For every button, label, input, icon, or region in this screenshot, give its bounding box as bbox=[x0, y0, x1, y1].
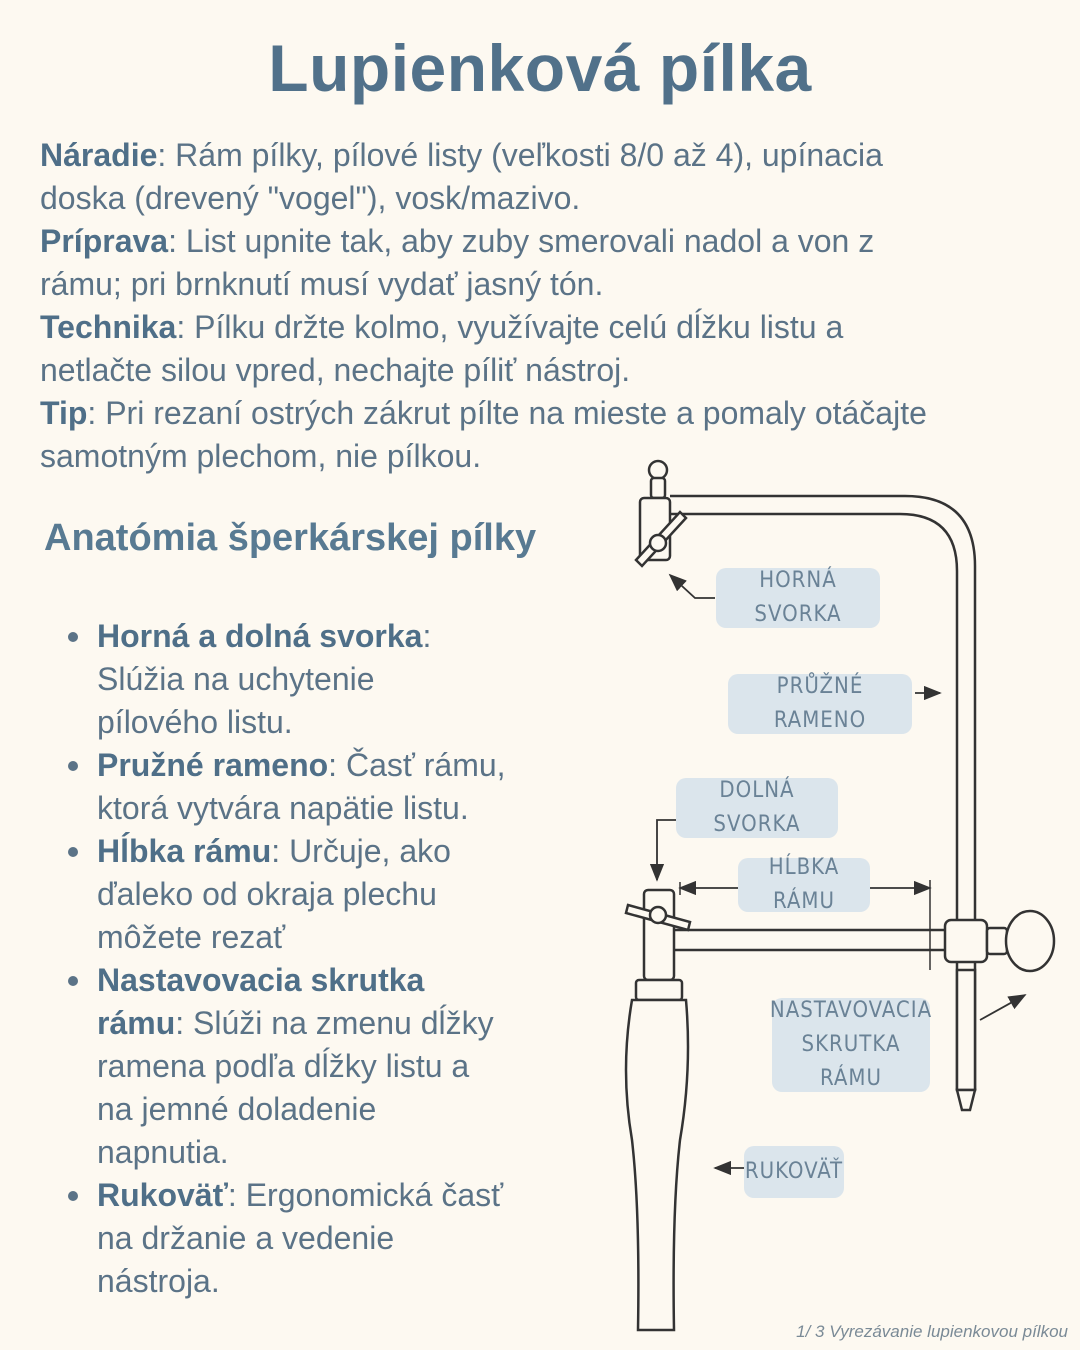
list-text: : Ergonomická časť bbox=[227, 1177, 504, 1213]
intro-line-tools-2: doska (drevený "vogel"), vosk/mazivo. bbox=[40, 180, 581, 216]
list-text: pílového listu. bbox=[97, 704, 293, 740]
list-item bbox=[97, 744, 617, 830]
intro-line-technique bbox=[40, 306, 1060, 349]
intro-line-technique-2: netlačte silou vpred, nechajte píliť nástroj. bbox=[40, 352, 631, 388]
intro-text-part: : Pílku držte kolmo, využívajte celú dĺžku listu a bbox=[176, 309, 844, 345]
list-term: rámu bbox=[97, 1005, 176, 1041]
list-text: na držanie a vedenie bbox=[97, 1220, 395, 1256]
label-handle: RUKOVÄŤ bbox=[744, 1146, 844, 1198]
list-text: môžete rezať bbox=[97, 919, 286, 955]
label-spring-arm: PRŮŽNÉ RAMENO bbox=[728, 674, 912, 734]
intro-term: Tip bbox=[40, 395, 88, 431]
list-term: Nastavovacia skrutka bbox=[97, 962, 425, 998]
label-adjust-screw-line1: NASTAVOVACIA bbox=[769, 998, 933, 1023]
handle-icon bbox=[626, 1000, 688, 1330]
page-title: Lupienková pílka bbox=[268, 31, 812, 105]
list-term: Rukoväť bbox=[97, 1177, 228, 1213]
anatomy-list bbox=[60, 615, 617, 1303]
intro-text-part: : Rám pílky, pílové listy (veľkosti 8/0 až 4), upínacia bbox=[157, 137, 883, 173]
list-text: napnutia. bbox=[97, 1134, 229, 1170]
label-adjust-screw-line2: SKRUTKA RÁMU bbox=[801, 1032, 901, 1091]
list-text: nástroja. bbox=[97, 1263, 220, 1299]
list-term: Horná a dolná svorka bbox=[97, 618, 423, 654]
list-text: ramena podľa dĺžky listu a bbox=[97, 1048, 470, 1084]
list-text: : Časť rámu, bbox=[328, 747, 506, 783]
intro-text-part: : Pri rezaní ostrých zákrut pílte na mieste a pomaly otáčajte bbox=[87, 395, 927, 431]
intro-term: Príprava bbox=[40, 223, 169, 259]
list-item bbox=[97, 1174, 617, 1303]
top-knob-icon bbox=[649, 461, 667, 479]
list-item bbox=[97, 615, 617, 744]
adjust-knob-icon bbox=[1006, 911, 1054, 971]
label-adjust-screw bbox=[769, 998, 933, 1092]
list-item bbox=[97, 830, 617, 959]
list-text: : bbox=[422, 618, 432, 654]
label-lower-clamp: DOLNÁ SVORKA bbox=[676, 778, 838, 838]
intro-line-prep-2: rámu; pri brnknutí musí vydať jasný tón. bbox=[40, 266, 604, 302]
lower-clamp-icon bbox=[644, 890, 674, 980]
intro-text bbox=[40, 134, 1060, 478]
intro-term: Technika bbox=[40, 309, 177, 345]
footer-caption: 1/ 3 Vyrezávanie lupienkovou pílkou bbox=[796, 1322, 1068, 1341]
list-term: Hĺbka rámu bbox=[97, 833, 272, 869]
intro-line-tools bbox=[40, 134, 1060, 177]
list-text: Slúžia na uchytenie bbox=[97, 661, 375, 697]
label-frame-depth: HĹBKA RÁMU bbox=[738, 858, 870, 912]
intro-line-tip-2: samotným plechom, nie pílkou. bbox=[40, 438, 482, 474]
section-heading: Anatómia šperkárskej pílky bbox=[44, 517, 537, 559]
list-text: ďaleko od okraja plechu bbox=[97, 876, 437, 912]
intro-line-prep bbox=[40, 220, 1060, 263]
intro-term: Náradie bbox=[40, 137, 158, 173]
list-term: Pružné rameno bbox=[97, 747, 329, 783]
list-text: ktorá vytvára napätie listu. bbox=[97, 790, 469, 826]
list-text: na jemné doladenie bbox=[97, 1091, 377, 1127]
list-item bbox=[97, 959, 617, 1174]
intro-line-tip bbox=[40, 392, 1060, 435]
label-upper-clamp: HORNÁ SVORKA bbox=[716, 568, 880, 628]
intro-text-part: : List upnite tak, aby zuby smerovali nadol a von z bbox=[168, 223, 875, 259]
lower-arm bbox=[670, 930, 945, 950]
list-text: : Určuje, ako bbox=[271, 833, 451, 869]
list-text: : Slúži na zmenu dĺžky bbox=[175, 1005, 494, 1041]
